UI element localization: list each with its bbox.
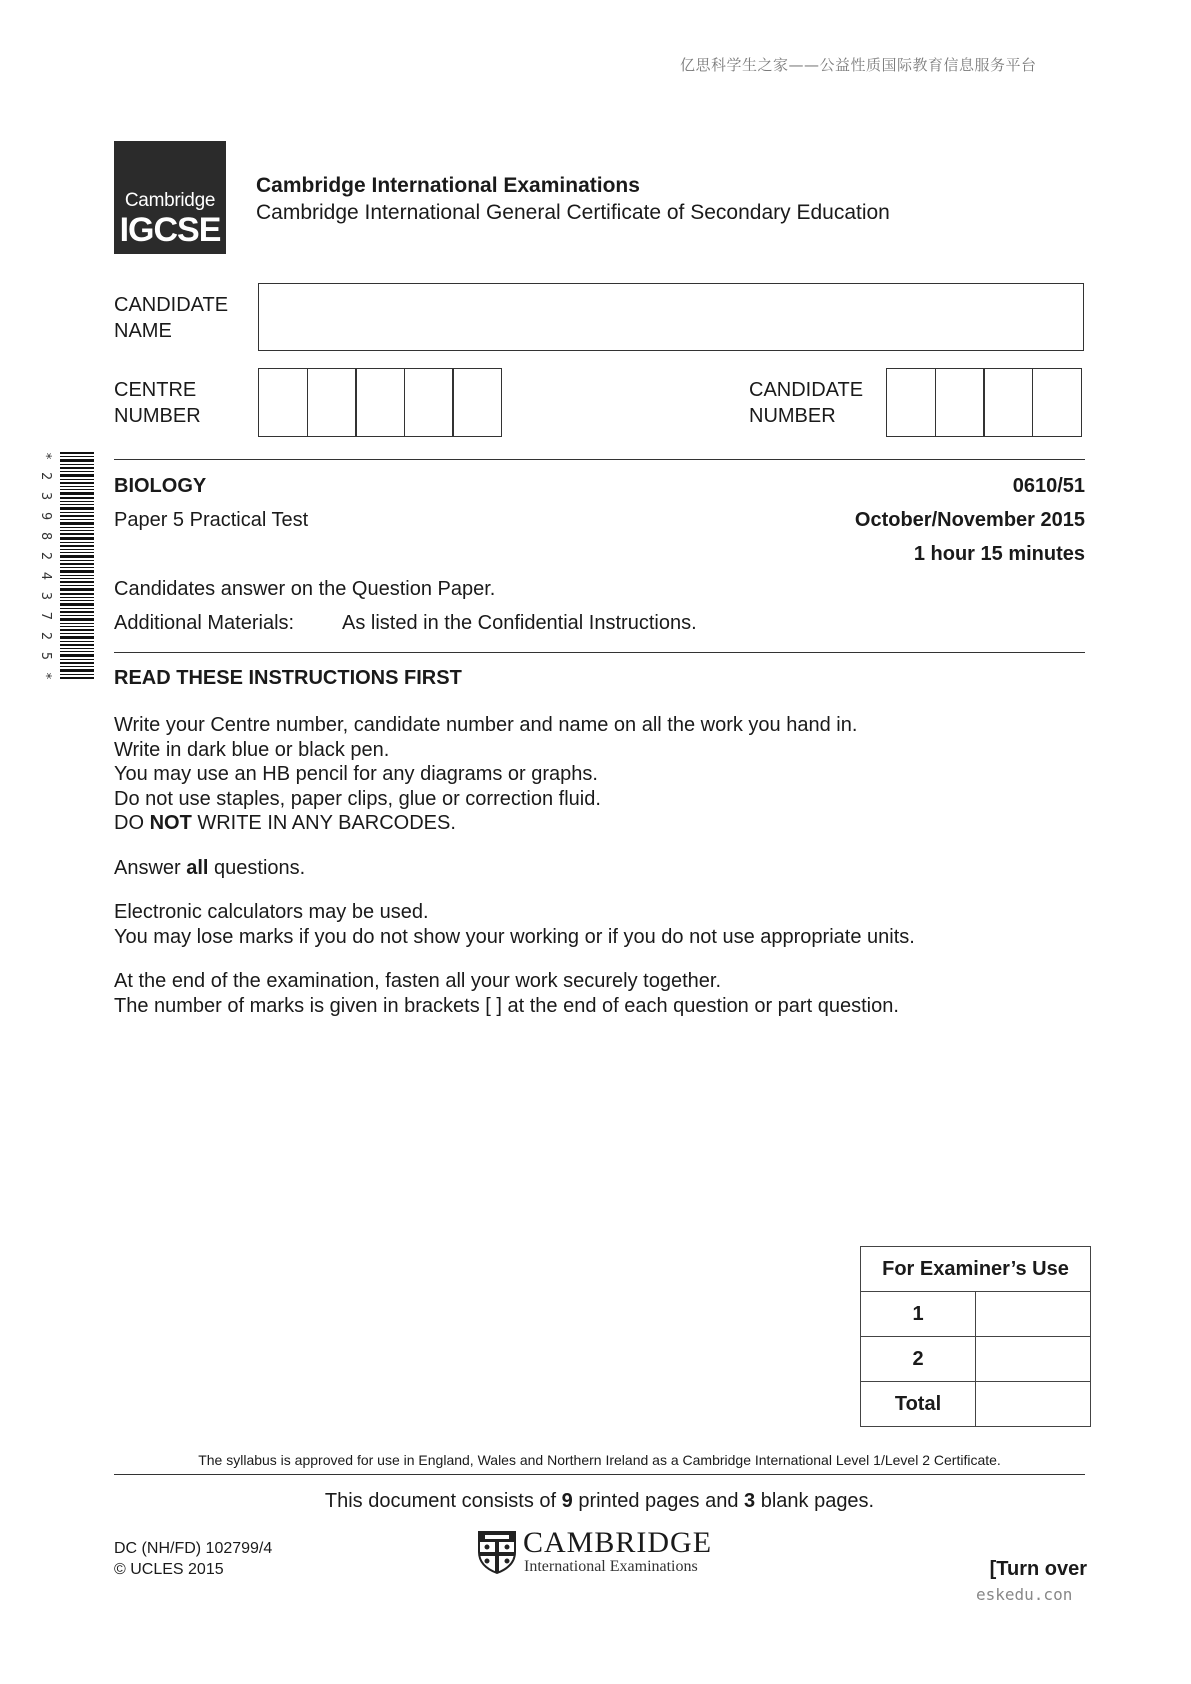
centre-number-cell[interactable]: [258, 368, 308, 437]
duration: 1 hour 15 minutes: [913, 543, 1085, 565]
page-count-note: This document consists of 9 printed pages and 3 blank pages.: [324, 1490, 875, 1512]
candidate-number-cell[interactable]: [983, 368, 1033, 437]
document-codes: [114, 1538, 272, 1580]
centre-number-cell[interactable]: [452, 368, 502, 437]
paper-name: Paper 5 Practical Test: [114, 509, 309, 531]
copyright: © UCLES 2015: [114, 1561, 224, 1578]
qualification: Cambridge International General Certificate of Secondary Education: [256, 201, 890, 224]
candidate-number-label: CANDIDATE NUMBER: [749, 379, 864, 427]
centre-number-cell[interactable]: [307, 368, 357, 437]
instructions-body: [114, 713, 1064, 1018]
candidate-name-label: CANDIDATE NAME: [114, 294, 229, 342]
divider-bottom: [114, 1474, 1085, 1475]
divider-middle: [114, 652, 1085, 653]
barcode-number: *2398243725*: [38, 452, 54, 680]
candidate-number-cell[interactable]: [886, 368, 936, 437]
cambridge-subtitle: International Examinations: [524, 1558, 698, 1575]
examiner-row-label: Total: [861, 1382, 976, 1427]
instruction-line: At the end of the examination, fasten all your work securely together.: [114, 970, 722, 992]
additional-materials-value: As listed in the Confidential Instructions.: [342, 612, 697, 634]
exam-session: October/November 2015: [854, 509, 1085, 531]
examiner-row-label: 2: [861, 1337, 976, 1382]
subject: BIOLOGY: [114, 475, 207, 497]
centre-number-field[interactable]: [258, 368, 501, 437]
logo-line2: IGCSE: [119, 211, 221, 249]
cambridge-crest-icon: [477, 1530, 517, 1574]
igcse-logo: [114, 141, 226, 254]
examiner-use-table: [860, 1246, 1091, 1427]
examiner-mark-cell[interactable]: [976, 1382, 1091, 1427]
candidate-number-cell[interactable]: [935, 368, 985, 437]
instruction-line: You may use an HB pencil for any diagrams or graphs.: [114, 763, 598, 785]
candidate-number-cell[interactable]: [1032, 368, 1082, 437]
instruction-line: Write in dark blue or black pen.: [114, 738, 390, 761]
top-watermark: 亿思科学生之家——公益性质国际教育信息服务平台: [680, 56, 1037, 74]
instruction-line: The number of marks is given in brackets [ ] at the end of each question or part question.: [114, 994, 899, 1017]
barcode: [38, 452, 98, 682]
bottom-watermark: eskedu.con: [976, 1585, 1073, 1604]
cambridge-wordmark: CAMBRIDGE: [523, 1526, 713, 1559]
syllabus-note: The syllabus is approved for use in England, Wales and Northern Ireland as a Cambridge International Level 1/Level 2 Certificate.: [198, 1452, 1001, 1468]
instruction-line: DO NOT WRITE IN ANY BARCODES.: [114, 812, 456, 834]
exam-board: Cambridge International Examinations: [256, 174, 640, 197]
divider-top: [114, 459, 1085, 460]
examiner-mark-cell[interactable]: [976, 1337, 1091, 1382]
instruction-line: Do not use staples, paper clips, glue or correction fluid.: [114, 787, 601, 810]
candidate-name-field[interactable]: [258, 283, 1084, 351]
instruction-line: Answer all questions.: [114, 856, 306, 879]
additional-materials-label: Additional Materials:: [114, 612, 295, 634]
syllabus-code: 0610/51: [1012, 475, 1085, 497]
examiner-mark-cell[interactable]: [976, 1292, 1091, 1337]
answer-on-paper: Candidates answer on the Question Paper.: [114, 578, 496, 600]
turn-over: [Turn over: [989, 1558, 1087, 1580]
instruction-line: Electronic calculators may be used.: [114, 901, 429, 923]
instruction-line: You may lose marks if you do not show your working or if you do not use appropriate units.: [114, 925, 915, 948]
centre-number-cell[interactable]: [404, 368, 454, 437]
examiner-row-label: 1: [861, 1292, 976, 1337]
examiner-table-heading: For Examiner’s Use: [861, 1247, 1091, 1292]
instruction-line: Write your Centre number, candidate number and name on all the work you hand in.: [114, 714, 858, 736]
candidate-number-field[interactable]: [886, 368, 1080, 437]
dc-code: DC (NH/FD) 102799/4: [114, 1540, 273, 1557]
instructions-heading: READ THESE INSTRUCTIONS FIRST: [114, 667, 462, 689]
logo-line1: Cambridge: [124, 190, 216, 211]
centre-number-cell[interactable]: [355, 368, 405, 437]
centre-number-label: CENTRE NUMBER: [114, 379, 201, 427]
